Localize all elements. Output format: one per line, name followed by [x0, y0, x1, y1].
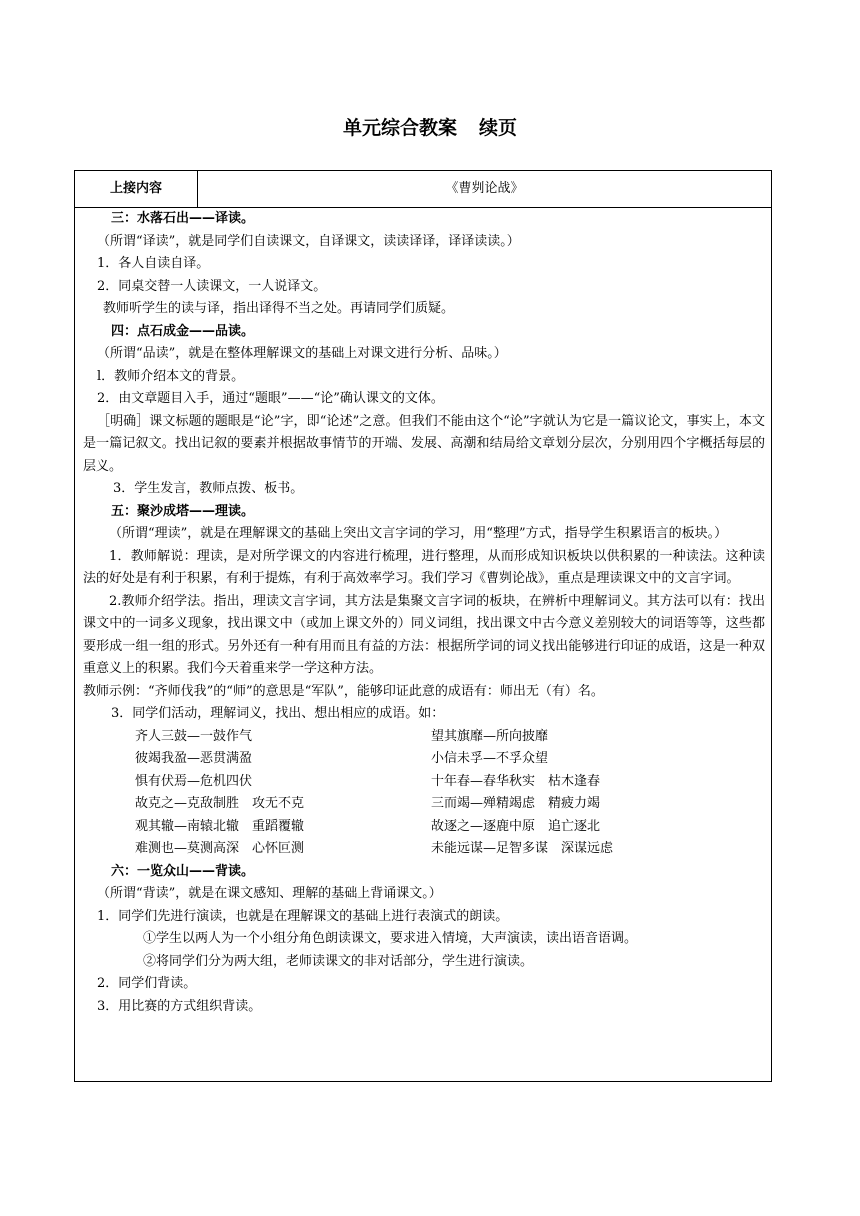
paragraph: 1．教师解说：理读，是对所学课文的内容进行梳理，进行整理，从而形成知识板块以供积累的一种读法。这种读法的好处是有利于积累，有利于提炼，有利于高效率学习。我们学习《曹刿论战》，重点是理读课文中的文言字词。 — [83, 548, 765, 586]
idiom-left: 惧有伏焉—危机四伏 — [135, 773, 253, 789]
paragraph: （所谓“译读”，就是同学们自读课文，自译课文，读读译译，译译读读。） — [97, 233, 520, 249]
idiom-right: 小信未孚—不孚众望 — [431, 751, 549, 766]
paragraph: 2．同学们背读。 — [97, 976, 197, 991]
paragraph: 3．用比赛的方式组织背读。 — [97, 998, 262, 1014]
lesson-body — [75, 208, 771, 1018]
paragraph: 2．由文章题目入手，通过“题眼”——“论”确认课文的文体。 — [97, 391, 444, 406]
lesson-table — [74, 170, 772, 1082]
idiom-left: 齐人三鼓—一鼓作气 — [135, 728, 253, 744]
paragraph: ②将同学们分为两大组，老师读课文的非对话部分，学生进行演读。 — [143, 953, 534, 969]
idiom-right: 三而竭—殚精竭虑 精疲力竭 — [431, 796, 601, 811]
paragraph: ［明确］课文标题的题眼是“论”字，即“论述”之意。但我们不能由这个“论”字就认为它是一篇议论文，事实上，本文是一篇记叙文。找出记叙的要素并根据故事情节的开端、发展、高潮和结局给文章划分层次，分别用四个字概括每层的层义。 — [83, 413, 765, 474]
idiom-left: 难测也—莫测高深 心怀叵测 — [135, 841, 305, 856]
paragraph: 教师听学生的读与译，指出译得不当之处。再请同学们质疑。 — [103, 301, 455, 316]
page-title — [0, 113, 860, 140]
paragraph: 1．各人自读自译。 — [97, 256, 210, 271]
idiom-left: 彼竭我盈—恶贯满盈 — [135, 751, 253, 766]
paragraph: （所谓“背读”，就是在课文感知、理解的基础上背诵课文。） — [97, 886, 442, 901]
paragraph: l．教师介绍本文的背景。 — [97, 368, 245, 384]
paragraph: （所谓“品读”，就是在整体理解课文的基础上对课文进行分析、品味。） — [97, 346, 507, 361]
header-label: 上接内容 — [75, 171, 198, 207]
paragraph: 3．同学们活动，理解词义，找出、想出相应的成语。如： — [111, 706, 445, 721]
section-heading: 六：一览众山——背读。 — [111, 863, 255, 879]
paragraph: 2.教师介绍学法。指出，理读文言字词，其方法是集聚文言字词的板块，在辨析中理解词义。其方法可以有：找出课文中的一词多义现象，找出课文中（或加上课文外的）同义词组，找出课文中古今意义差别较大的词语等等，这些都要形成一组一组的形式。另外还有一种有用而且有益的方法：根据所学词的词义找出能够进行印证的成语，这是一种双重意义上的积累。我们今天着重来学一学这种方法。 — [83, 593, 765, 676]
section-heading: 五：聚沙成塔——理读。 — [111, 503, 255, 519]
paragraph: 2．同桌交替一人读课文，一人说译文。 — [97, 278, 327, 294]
idiom-row — [83, 793, 765, 816]
idiom-left: 观其辙—南辕北辙 重蹈覆辙 — [135, 818, 305, 834]
idiom-row — [83, 816, 765, 839]
idiom-row — [83, 726, 765, 749]
paragraph: 1．同学们先进行演读，也就是在理解课文的基础上进行表演式的朗读。 — [97, 908, 509, 924]
idiom-right: 十年春—春华秋实 枯木逢春 — [431, 773, 601, 789]
paragraph: （所谓“理读”，就是在理解课文的基础上突出文言字词的学习，用“整理”方式，指导学生积累语言的板块。） — [109, 526, 728, 541]
table-header-row — [75, 171, 771, 208]
idiom-left: 故克之—克敌制胜 攻无不克 — [135, 796, 305, 811]
idiom-right: 望其旗靡—所向披靡 — [431, 728, 549, 744]
idiom-right: 故逐之—逐鹿中原 追亡逐北 — [431, 818, 601, 834]
page-title-main: 单元综合教案 — [342, 117, 457, 139]
idiom-right: 未能远谋—足智多谋 深谋远虑 — [431, 841, 614, 856]
idiom-row — [83, 748, 765, 771]
page-title-suffix: 续页 — [479, 117, 518, 139]
paragraph: ①学生以两人为一个小组分角色朗读课文，要求进入情境，大声演读，读出语音语调。 — [143, 931, 638, 946]
paragraph: 教师示例：“齐师伐我”的“师”的意思是“军队”，能够印证此意的成语有：师出无（有）名。 — [83, 683, 604, 699]
section-heading: 四：点石成金——品读。 — [111, 323, 255, 339]
paragraph: 3．学生发言，教师点拨、板书。 — [113, 481, 304, 496]
idiom-row — [83, 771, 765, 794]
idiom-row — [83, 838, 765, 861]
section-heading: 三：水落石出——译读。 — [111, 211, 255, 226]
header-value: 《曹刿论战》 — [445, 181, 524, 196]
